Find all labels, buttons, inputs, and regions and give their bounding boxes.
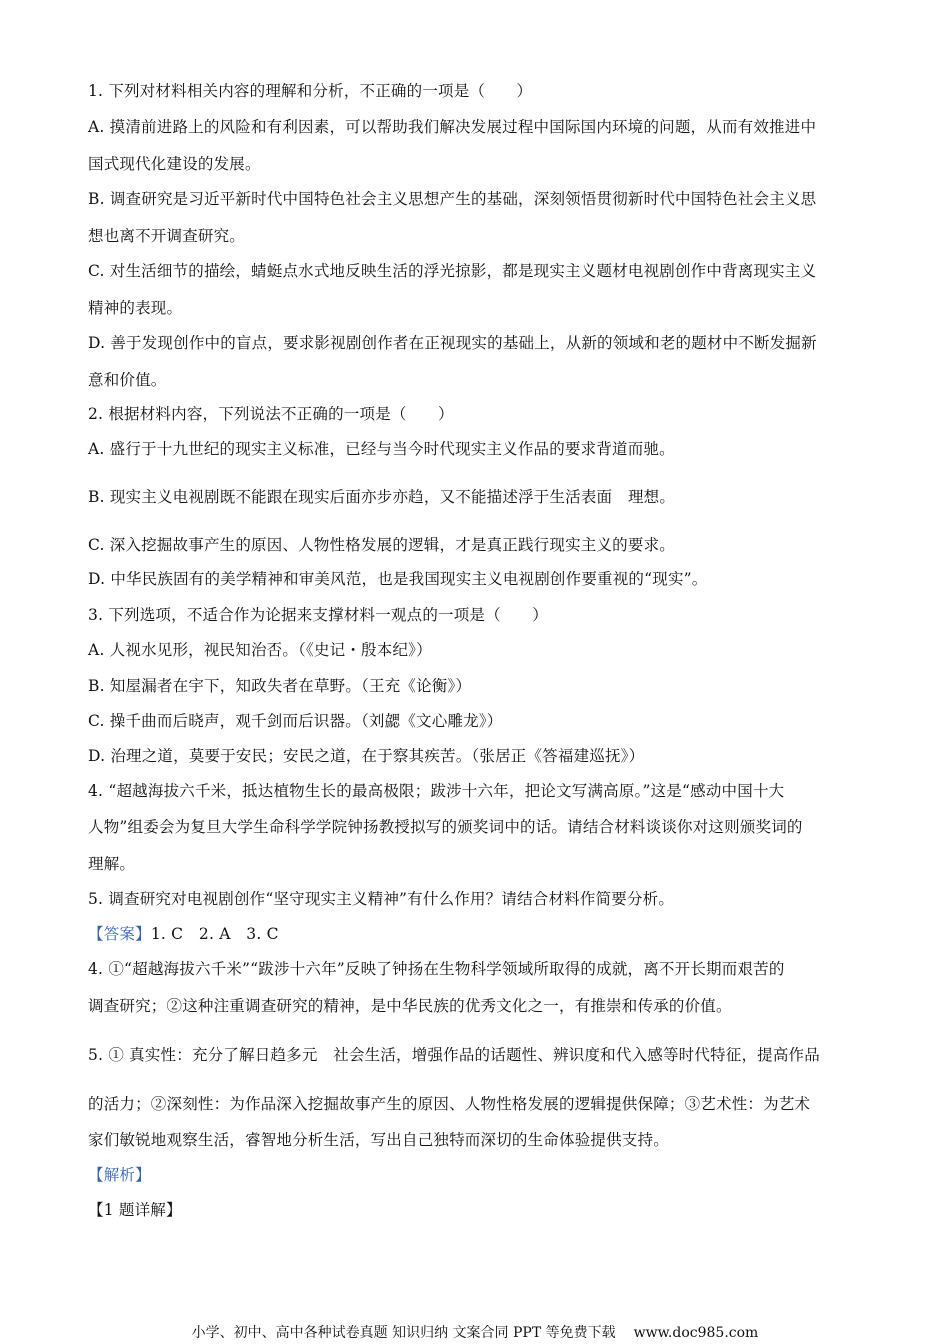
q4-line2: 人物”组委会为复旦大学生命科学学院钟扬教授拟写的颁奖词中的话。请结合材料谈谈你对这则颁奖词的 xyxy=(88,818,803,836)
answer5-line3: 家们敏锐地观察生活，睿智地分析生活，写出自己独特而深切的生命体验提供支持。 xyxy=(88,1131,669,1149)
page-footer xyxy=(0,1322,950,1342)
q2-option-b: B. 现实主义电视剧既不能跟在现实后面亦步亦趋，又不能描述浮于生活表面 理想。 xyxy=(88,488,676,506)
q1-option-d-line2: 意和价值。 xyxy=(88,371,167,389)
footer-text: 小学、初中、高中各种试卷真题 知识归纳 文案合同 PPT 等免费下载 xyxy=(191,1325,616,1341)
q3-option-c: C. 操千曲而后晓声，观千剑而后识器。（刘勰《文心雕龙》） xyxy=(88,712,503,730)
q1-option-d-line1: D. 善于发现创作中的盲点，要求影视剧创作者在正视现实的基础上，从新的领域和老的题材中不断发掘新 xyxy=(88,334,817,352)
q5-stem: 5. 调查研究对电视剧创作“坚守现实主义精神”有什么作用？请结合材料作简要分析。 xyxy=(88,890,675,908)
footer-url[interactable]: www.doc985.com xyxy=(633,1325,759,1341)
q1-stem: 1. 下列对材料相关内容的理解和分析，不正确的一项是（ ） xyxy=(88,82,533,100)
q1-option-b-line1: B. 调查研究是习近平新时代中国特色社会主义思想产生的基础，深刻领悟贯彻新时代中国特色社会主义思 xyxy=(88,190,817,208)
q2-option-c: C. 深入挖掘故事产生的原因、人物性格发展的逻辑，才是真正践行现实主义的要求。 xyxy=(88,536,675,554)
q1-option-c-line2: 精神的表现。 xyxy=(88,299,183,317)
detail-label: 【1 题详解】 xyxy=(88,1201,182,1219)
q3-stem: 3. 下列选项，不适合作为论据来支撑材料一观点的一项是（ ） xyxy=(88,606,548,624)
q4-line3: 理解。 xyxy=(88,855,136,873)
q2-option-d: D. 中华民族固有的美学精神和审美风范，也是我国现实主义电视剧创作要重视的“现实”。 xyxy=(88,570,708,588)
q2-option-a: A. 盛行于十九世纪的现实主义标准，已经与当今时代现实主义作品的要求背道而驰。 xyxy=(88,440,675,458)
answer-line xyxy=(88,923,279,945)
q4-line1: 4. “超越海拔六千米，抵达植物生长的最高极限；跋涉十六年，把论文写满高原。”这是“感动中国十大 xyxy=(88,782,785,800)
q1-option-a-line2: 国式现代化建设的发展。 xyxy=(88,155,261,173)
answer5-line1: 5. ① 真实性：充分了解日趋多元 社会生活，增强作品的话题性、辨识度和代入感等时代特征，提高作品 xyxy=(88,1046,820,1064)
q3-option-a: A. 人视水见形，视民知治否。（《史记・殷本纪》） xyxy=(88,641,432,659)
analysis-label: 【解析】 xyxy=(88,1166,151,1184)
answer-label: 【答案】 xyxy=(88,925,151,943)
answer4-line2: 调查研究；②这种注重调查研究的精神，是中华民族的优秀文化之一，有推崇和传承的价值。 xyxy=(88,997,732,1015)
q1-option-a-line1: A. 摸清前进路上的风险和有利因素，可以帮助我们解决发展过程中国际国内环境的问题，从而有效推进中 xyxy=(88,118,817,136)
answer4-line1: 4. ①“超越海拔六千米”“跋涉十六年”反映了钟扬在生物科学领域所取得的成就，离不开长期而艰苦的 xyxy=(88,960,785,978)
q1-option-c-line1: C. 对生活细节的描绘，蜻蜓点水式地反映生活的浮光掠影，都是现实主义题材电视剧创作中背离现实主义 xyxy=(88,262,817,280)
answer5-line2: 的活力；②深刻性：为作品深入挖掘故事产生的原因、人物性格发展的逻辑提供保障；③艺术性：为艺术 xyxy=(88,1095,811,1113)
q1-option-b-line2: 想也离不开调查研究。 xyxy=(88,227,246,245)
q3-option-b: B. 知屋漏者在宇下，知政失者在草野。（王充《论衡》） xyxy=(88,677,472,695)
answer-choices: 1. C 2. A 3. C xyxy=(150,925,279,943)
q2-stem: 2. 根据材料内容，下列说法不正确的一项是（ ） xyxy=(88,405,454,423)
q3-option-d: D. 治理之道，莫要于安民；安民之道，在于察其疾苦。（张居正《答福建巡抚》） xyxy=(88,747,645,765)
